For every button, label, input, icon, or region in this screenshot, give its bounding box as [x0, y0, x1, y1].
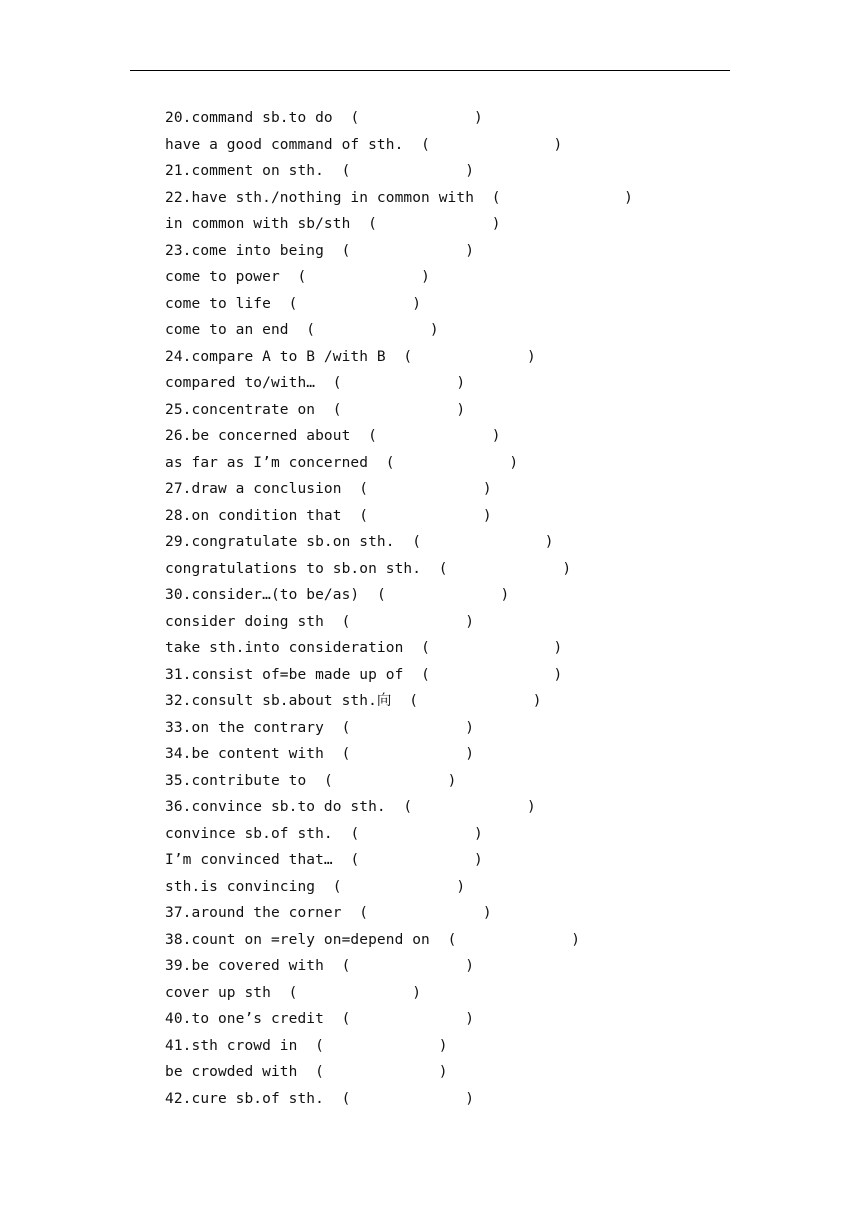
phrase-text: cover up sth	[165, 984, 271, 1001]
answer-blank: ( )	[421, 640, 563, 656]
answer-blank: ( )	[323, 772, 457, 789]
phrase-text: 40.to one’s credit	[165, 1011, 324, 1027]
phrase-text: 32.consult sb.about sth.向	[165, 693, 392, 709]
phrase-line	[165, 1086, 633, 1113]
phrase-text: 28.on condition that	[165, 507, 342, 524]
answer-blank: ( )	[341, 958, 475, 974]
phrase-text: 21.comment on sth.	[165, 163, 324, 179]
answer-blank: ( )	[350, 110, 483, 126]
phrase-line	[165, 582, 633, 609]
phrase-line	[165, 450, 633, 477]
answer-blank: ( )	[288, 984, 422, 1001]
phrase-list	[165, 105, 633, 1112]
answer-blank: ( )	[341, 242, 475, 259]
phrase-line	[165, 874, 633, 901]
answer-blank: ( )	[350, 852, 483, 868]
phrase-line	[165, 715, 633, 742]
phrase-text: 38.count on =rely on=depend on	[165, 931, 430, 948]
phrase-line	[165, 741, 633, 768]
phrase-text: come to life	[165, 295, 271, 312]
phrase-line	[165, 317, 633, 344]
phrase-line	[165, 370, 633, 397]
phrase-text: 22.have sth./nothing in common with	[165, 189, 475, 206]
phrase-line	[165, 635, 633, 662]
answer-blank: ( )	[341, 163, 475, 179]
phrase-line	[165, 185, 633, 212]
phrase-line	[165, 132, 633, 159]
answer-blank: ( )	[491, 189, 633, 206]
phrase-line	[165, 688, 633, 715]
phrase-text: I’m convinced that…	[165, 852, 333, 868]
phrase-text: 24.compare A to B /with B	[165, 348, 386, 365]
answer-blank: ( )	[332, 878, 466, 895]
answer-blank: ( )	[350, 825, 483, 842]
answer-blank: ( )	[421, 666, 563, 683]
phrase-text: in common with sb/sth	[165, 216, 351, 232]
answer-blank: ( )	[409, 693, 542, 709]
phrase-text: 37.around the corner	[165, 905, 342, 921]
header-rule	[130, 70, 730, 71]
phrase-text: be crowded with	[165, 1064, 298, 1080]
phrase-text: take sth.into consideration	[165, 640, 404, 656]
phrase-text: 27.draw a conclusion	[165, 481, 342, 497]
phrase-line	[165, 529, 633, 556]
phrase-line	[165, 1033, 633, 1060]
phrase-line	[165, 900, 633, 927]
phrase-text: 25.concentrate on	[165, 401, 316, 418]
phrase-text: 29.congratulate sb.on sth.	[165, 534, 395, 550]
phrase-line	[165, 423, 633, 450]
answer-blank: ( )	[315, 1064, 448, 1080]
phrase-line	[165, 821, 633, 848]
phrase-line	[165, 211, 633, 238]
phrase-line	[165, 609, 633, 636]
phrase-text: 42.cure sb.of sth.	[165, 1090, 324, 1107]
phrase-line	[165, 105, 633, 132]
phrase-line	[165, 980, 633, 1007]
answer-blank: ( )	[447, 931, 581, 948]
phrase-text: come to an end	[165, 322, 289, 338]
phrase-line	[165, 158, 633, 185]
answer-blank: ( )	[341, 719, 475, 736]
answer-blank: ( )	[376, 587, 510, 603]
answer-blank: ( )	[438, 560, 572, 577]
phrase-text: consider doing sth	[165, 613, 324, 630]
phrase-text: sth.is convincing	[165, 878, 316, 895]
phrase-line	[165, 397, 633, 424]
answer-blank: ( )	[359, 905, 492, 921]
answer-blank: ( )	[368, 216, 501, 232]
phrase-text: 35.contribute to	[165, 772, 307, 789]
answer-blank: ( )	[385, 454, 519, 471]
answer-blank: ( )	[403, 348, 536, 365]
answer-blank: ( )	[306, 322, 439, 338]
answer-blank: ( )	[368, 428, 501, 444]
phrase-line	[165, 556, 633, 583]
phrase-text: come to power	[165, 269, 280, 285]
phrase-line	[165, 927, 633, 954]
phrase-text: 26.be concerned about	[165, 428, 351, 444]
phrase-line	[165, 768, 633, 795]
phrase-line	[165, 238, 633, 265]
phrase-text: 34.be content with	[165, 746, 324, 762]
phrase-text: 31.consist of=be made up of	[165, 666, 404, 683]
phrase-line	[165, 662, 633, 689]
phrase-text: 23.come into being	[165, 242, 324, 259]
phrase-line	[165, 264, 633, 291]
phrase-text: 33.on the contrary	[165, 719, 324, 736]
answer-blank: ( )	[341, 1090, 475, 1107]
answer-blank: ( )	[332, 401, 466, 418]
answer-blank: ( )	[341, 746, 475, 762]
phrase-line	[165, 847, 633, 874]
phrase-text: 39.be covered with	[165, 958, 324, 974]
answer-blank: ( )	[332, 375, 466, 391]
phrase-line	[165, 291, 633, 318]
answer-blank: ( )	[341, 1011, 475, 1027]
answer-blank: ( )	[315, 1037, 448, 1054]
answer-blank: ( )	[403, 799, 536, 815]
answer-blank: ( )	[288, 295, 422, 312]
phrase-line	[165, 953, 633, 980]
phrase-text: 30.consider…(to be/as)	[165, 587, 360, 603]
phrase-line	[165, 503, 633, 530]
phrase-text: as far as I’m concerned	[165, 454, 369, 471]
answer-blank: ( )	[412, 534, 554, 550]
phrase-line	[165, 1059, 633, 1086]
phrase-text: 36.convince sb.to do sth.	[165, 799, 386, 815]
phrase-text: congratulations to sb.on sth.	[165, 560, 422, 577]
answer-blank: ( )	[297, 269, 430, 285]
phrase-text: have a good command of sth.	[165, 136, 404, 153]
answer-blank: ( )	[359, 481, 492, 497]
answer-blank: ( )	[341, 613, 475, 630]
phrase-text: 20.command sb.to do	[165, 110, 333, 126]
phrase-text: compared to/with…	[165, 375, 316, 391]
phrase-line	[165, 1006, 633, 1033]
phrase-text: 41.sth crowd in	[165, 1037, 298, 1054]
phrase-line	[165, 476, 633, 503]
phrase-text: convince sb.of sth.	[165, 825, 333, 842]
phrase-line	[165, 344, 633, 371]
answer-blank: ( )	[421, 136, 563, 153]
phrase-line	[165, 794, 633, 821]
answer-blank: ( )	[359, 507, 492, 524]
